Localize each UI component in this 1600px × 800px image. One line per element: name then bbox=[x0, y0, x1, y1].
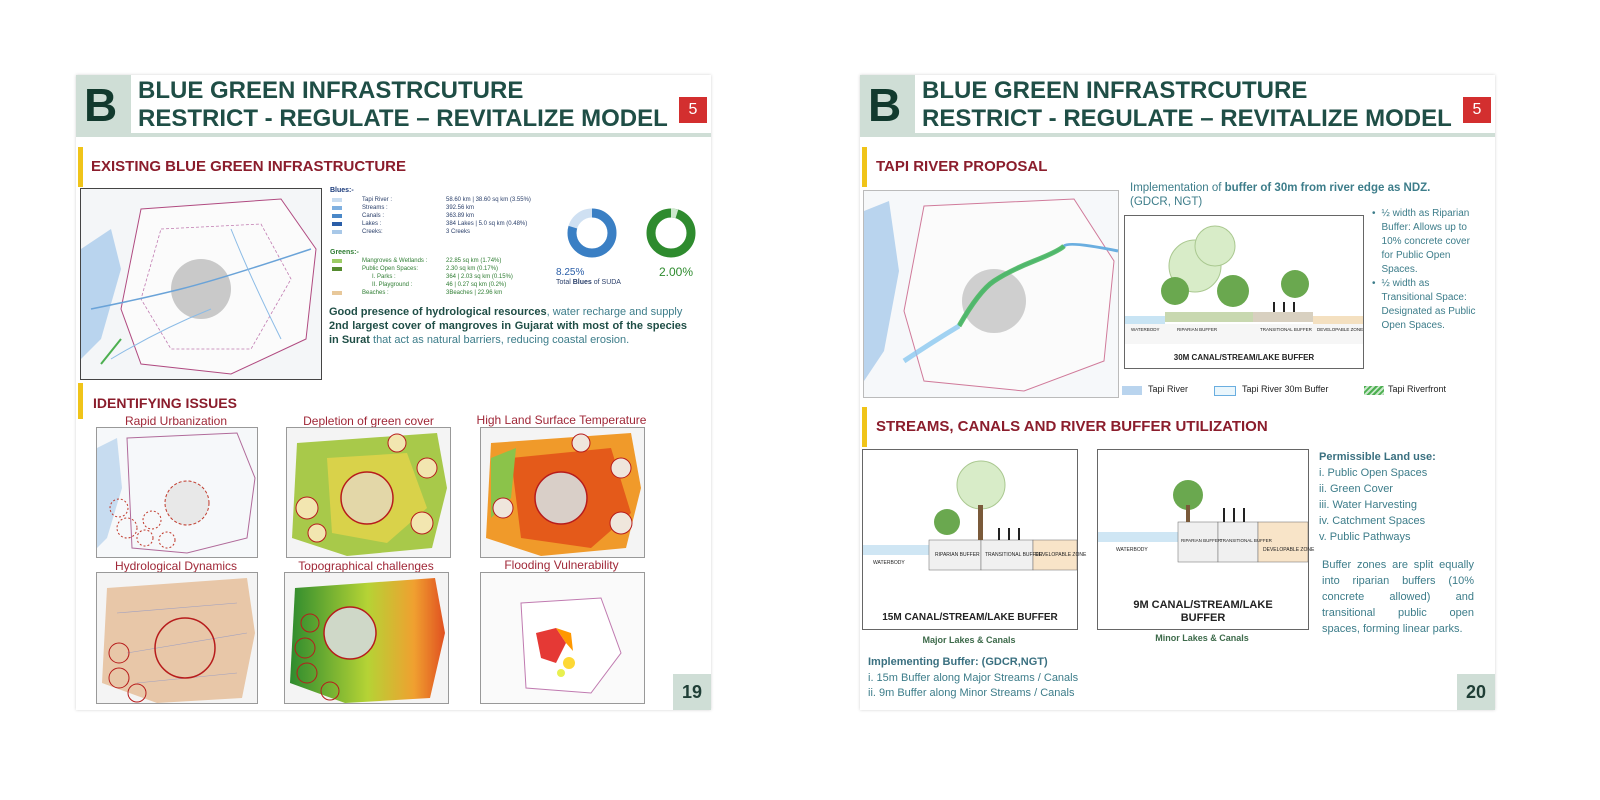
suda-map-graphic bbox=[81, 189, 321, 379]
permissible-heading: Permissible Land use: bbox=[1319, 451, 1436, 463]
permissible-item: v. Public Pathways bbox=[1319, 531, 1411, 543]
issue-label: Rapid Urbanization bbox=[124, 414, 228, 428]
blue-stat: 8.25% bbox=[556, 267, 585, 278]
buffer-15m-diagram bbox=[862, 449, 1087, 630]
header-title bbox=[922, 77, 1452, 133]
green-stat: 2.00% bbox=[659, 265, 694, 279]
blue-item-value: 363.89 km bbox=[446, 213, 475, 219]
implementing-item: ii. 9m Buffer along Minor Streams / Canals bbox=[868, 687, 1075, 699]
tapi-river-map bbox=[863, 190, 1119, 398]
blue-item-value: 58.60 km | 38.60 sq km (3.55%) bbox=[446, 197, 531, 203]
buffer-bullets bbox=[1372, 207, 1482, 333]
blues-swatch bbox=[332, 214, 342, 220]
header-rule bbox=[131, 133, 711, 137]
page-number: 20 bbox=[1457, 674, 1495, 710]
blues-swatch bbox=[332, 230, 342, 236]
green-item-value: 2.30 sq km (0.17%) bbox=[446, 266, 499, 272]
buffer-9m-caption: Minor Lakes & Canals bbox=[1155, 633, 1249, 643]
green-item-name: II. Playground : bbox=[372, 282, 413, 288]
label-transitional: TRANSITIONAL BUFFER bbox=[1260, 327, 1312, 332]
blue-item-value: 384 Lakes | 5.0 sq km (0.48%) bbox=[446, 221, 528, 227]
implementing-list bbox=[868, 671, 1078, 701]
bullet-text: ½ width as Transitional Space: Designated as Public Open Spaces. bbox=[1381, 278, 1476, 331]
page-number: 19 bbox=[673, 674, 711, 710]
blue-item-name: Lakes : bbox=[362, 221, 382, 227]
suda-map bbox=[80, 188, 322, 380]
section-title-tapi: TAPI RIVER PROPOSAL bbox=[876, 158, 1048, 175]
permissible-item: iii. Water Harvesting bbox=[1319, 499, 1418, 511]
chapter-badge: 5 bbox=[1463, 97, 1491, 123]
blue-stat-caption bbox=[556, 279, 621, 286]
chapter-letter-box bbox=[76, 75, 131, 137]
blues-swatch bbox=[332, 198, 342, 204]
bullet-text: ½ width as Riparian Buffer: Allows up to 10% concrete cover for Public Open Spaces. bbox=[1381, 208, 1470, 275]
page-header bbox=[860, 75, 1495, 137]
impl-text1: Implementation of bbox=[1130, 182, 1225, 194]
page-header bbox=[76, 75, 711, 137]
blue-caption-bold: Blues bbox=[572, 279, 592, 286]
legend-label: Tapi Riverfront bbox=[1388, 384, 1447, 394]
blue-item-name: Creeks: bbox=[362, 229, 383, 235]
implementation-text bbox=[1130, 181, 1492, 209]
blue-caption-suffix: of SUDA bbox=[591, 279, 621, 286]
blue-item-value: 3 Creeks bbox=[446, 229, 471, 235]
permissible-item: iv. Catchment Spaces bbox=[1319, 515, 1426, 527]
issue-label: Depletion of green cover bbox=[303, 414, 434, 428]
green-item-name: Public Open Spaces: bbox=[362, 266, 419, 272]
permissible-item: ii. Green Cover bbox=[1319, 483, 1393, 495]
buffer-9m-title-line2: BUFFER bbox=[1180, 612, 1226, 624]
header-title bbox=[138, 77, 668, 133]
issue-label: High Land Surface Temperature bbox=[476, 413, 647, 427]
hydrology-paragraph bbox=[329, 305, 687, 347]
section-title-streams: STREAMS, CANALS AND RIVER BUFFER UTILIZATION bbox=[876, 418, 1268, 435]
greens-swatch bbox=[332, 291, 342, 297]
section-accent-bar bbox=[78, 383, 83, 419]
para1-bold: Good presence of hydrological resources bbox=[329, 306, 547, 318]
right-page bbox=[860, 75, 1495, 710]
label-riparian: RIPARIAN BUFFER bbox=[1177, 327, 1218, 332]
chapter-letter: B bbox=[868, 79, 902, 131]
buffer-9m-diagram bbox=[1097, 449, 1315, 630]
green-item-name: Beaches : bbox=[362, 290, 389, 296]
para2-bold: 2nd largest cover of mangroves in Gujarat with most of the species in Surat bbox=[329, 320, 687, 346]
issue-map-hydrology bbox=[96, 572, 258, 704]
permissible-item: i. Public Open Spaces bbox=[1319, 467, 1428, 479]
label-riparian: RIPARIAN BUFFER bbox=[935, 552, 980, 558]
greens-swatch bbox=[332, 259, 342, 265]
issue-map-topography bbox=[284, 572, 449, 704]
legend-label: Tapi River bbox=[1148, 384, 1189, 394]
implementing-heading: Implementing Buffer: (GDCR,NGT) bbox=[868, 656, 1048, 668]
buffer-30m-diagram bbox=[1124, 215, 1364, 369]
chapter-badge: 5 bbox=[679, 97, 707, 123]
blue-item-value: 392.56 km bbox=[446, 205, 475, 211]
header-title-line1: BLUE GREEN INFRASTRCUTURE bbox=[138, 77, 524, 104]
blue-item-name: Canals : bbox=[362, 213, 385, 219]
green-item-value: 46 | 0.27 sq km (0.2%) bbox=[446, 282, 507, 288]
header-title-line2: RESTRICT - REGULATE – REVITALIZE MODEL bbox=[922, 105, 1452, 132]
issue-label: Topographical challenges bbox=[298, 559, 434, 573]
bullet-dot: • bbox=[1372, 208, 1376, 219]
green-item-value: 22.85 sq km (1.74%) bbox=[446, 258, 502, 264]
greens-heading: Greens:- bbox=[330, 249, 359, 256]
issue-map-urbanization bbox=[96, 427, 258, 558]
green-item-name: Mangroves & Wetlands : bbox=[362, 258, 428, 264]
legend-swatch-river bbox=[1122, 386, 1142, 395]
chapter-letter: B bbox=[84, 79, 118, 131]
blue-caption-prefix: Total bbox=[556, 279, 573, 286]
section-accent-bar bbox=[862, 147, 867, 187]
label-transitional: TRANSITIONAL BUFFER bbox=[985, 552, 1043, 558]
buffer-paragraph: Buffer zones are split equally into riparian buffers (10% concrete allowed) and transitional public open spaces, forming linear parks. bbox=[1322, 559, 1474, 635]
bullet-item bbox=[1372, 277, 1482, 333]
blue-item-name: Streams : bbox=[362, 205, 388, 211]
label-developable: DEVELOPABLE ZONE bbox=[1263, 547, 1315, 553]
section-title-existing: EXISTING BLUE GREEN INFRASTRUCTURE bbox=[91, 158, 407, 175]
label-waterbody: WATERBODY bbox=[1131, 327, 1160, 332]
green-item-value: 3Beaches | 22.96 km bbox=[446, 290, 503, 296]
chapter-letter-box bbox=[860, 75, 915, 137]
permissible-land-use bbox=[1319, 449, 1489, 545]
header-rule bbox=[915, 133, 1495, 137]
impl-text2: (GDCR, NGT) bbox=[1130, 196, 1203, 208]
issue-map-lst bbox=[480, 427, 645, 558]
para1-rest: , water recharge and supply bbox=[546, 306, 683, 318]
section-accent-bar bbox=[862, 407, 867, 447]
blues-swatch bbox=[332, 222, 342, 228]
blue-share-ring bbox=[564, 205, 620, 261]
header-title-line2: RESTRICT - REGULATE – REVITALIZE MODEL bbox=[138, 105, 668, 132]
blue-item-name: Tapi River : bbox=[362, 197, 393, 203]
bullet-item bbox=[1372, 207, 1482, 277]
issue-label: Hydrological Dynamics bbox=[114, 559, 238, 573]
label-transitional: TRANSITIONAL BUFFER bbox=[1220, 538, 1272, 543]
impl-bold: buffer of 30m from river edge as NDZ. bbox=[1224, 182, 1431, 194]
label-riparian: RIPARIAN BUFFER bbox=[1181, 538, 1222, 543]
buffer-15m-title: 15M CANAL/STREAM/LAKE BUFFER bbox=[882, 612, 1058, 623]
section-title-issues: IDENTIFYING ISSUES bbox=[93, 395, 237, 411]
green-item-name: I. Parks : bbox=[372, 274, 396, 280]
label-waterbody: WATERBODY bbox=[1116, 547, 1148, 553]
legend-swatch-riverfront bbox=[1364, 386, 1384, 395]
issue-map-flooding bbox=[480, 572, 645, 704]
header-title-line1: BLUE GREEN INFRASTRCUTURE bbox=[922, 77, 1308, 104]
issue-label: Flooding Vulnerability bbox=[504, 558, 619, 572]
blues-heading: Blues:- bbox=[330, 187, 354, 194]
bullet-dot: • bbox=[1372, 278, 1376, 289]
implementing-item: i. 15m Buffer along Major Streams / Canals bbox=[868, 672, 1079, 684]
label-developable: DEVELOPABLE ZONE bbox=[1035, 552, 1087, 558]
green-share-ring bbox=[643, 205, 699, 261]
left-page bbox=[76, 75, 711, 710]
issue-map-green-cover bbox=[286, 427, 451, 558]
label-waterbody: WATERBODY bbox=[873, 560, 905, 566]
legend-label: Tapi River 30m Buffer bbox=[1242, 384, 1329, 394]
buffer-15m-caption: Major Lakes & Canals bbox=[922, 635, 1016, 645]
green-item-value: 364 | 2.03 sq km (0.15%) bbox=[446, 274, 513, 280]
buffer-30m-title: 30M CANAL/STREAM/LAKE BUFFER bbox=[1173, 353, 1315, 362]
label-developable: DEVELOPABLE ZONE bbox=[1317, 327, 1364, 332]
para2-rest: that act as natural barriers, reducing coastal erosion. bbox=[369, 334, 630, 346]
greens-swatch bbox=[332, 267, 342, 273]
section-accent-bar bbox=[78, 147, 83, 187]
legend-swatch-buffer bbox=[1214, 386, 1236, 396]
buffer-9m-title bbox=[1098, 599, 1308, 625]
blues-swatch bbox=[332, 206, 342, 212]
buffer-9m-title-line1: 9M CANAL/STREAM/LAKE bbox=[1133, 599, 1273, 611]
